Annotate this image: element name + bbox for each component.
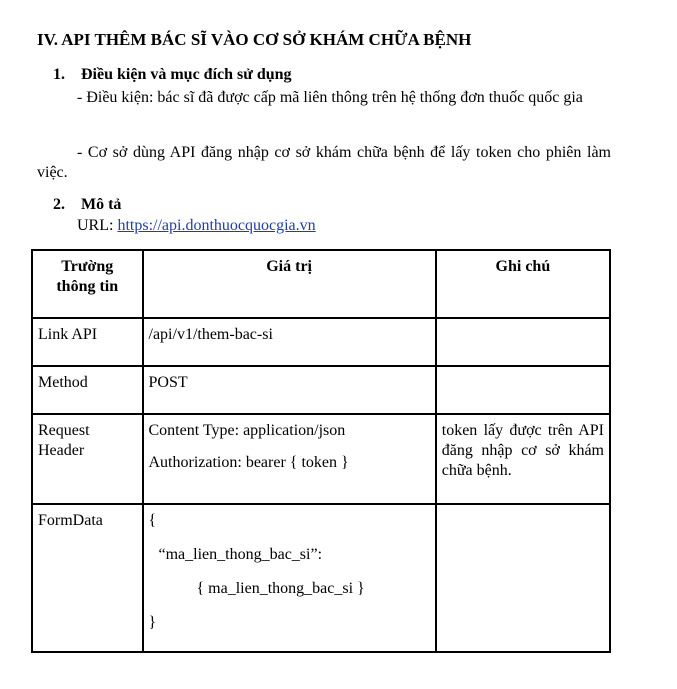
- subsection-1-number: 1.: [53, 66, 65, 83]
- spacer: [149, 565, 430, 579]
- cell-link-api-value: /api/v1/them-bac-si: [143, 318, 436, 366]
- purpose-paragraph: [37, 143, 611, 183]
- table-row-request-header: [32, 414, 610, 504]
- condition-text: - Điều kiện: bác sĩ đã được cấp mã liên thông trên hệ thống đơn thuốc quốc gia: [77, 89, 583, 106]
- cell-formdata-note: [436, 504, 610, 652]
- spacer: [149, 599, 430, 613]
- content-type-line: Content Type: application/json: [148, 422, 346, 439]
- url-line: [77, 217, 316, 235]
- formdata-close-brace: }: [148, 614, 157, 631]
- cell-request-header-field: [32, 414, 143, 504]
- cell-formdata-field: FormData: [32, 504, 143, 652]
- table-row-method: [32, 366, 610, 414]
- header-field-line1: Trường: [61, 258, 114, 275]
- subsection-1-title: Điều kiện và mục đích sử dụng: [81, 66, 292, 83]
- formdata-value: { ma_lien_thong_bac_si }: [196, 580, 365, 597]
- request-header-field-line2: Header: [38, 442, 85, 459]
- subsection-2-heading: [53, 196, 121, 214]
- table-header-row: [32, 250, 610, 318]
- header-value: Giá trị: [143, 250, 436, 318]
- header-field-line2: thông tin: [56, 278, 119, 295]
- cell-link-api-note: [436, 318, 610, 366]
- request-header-field-line1: Request: [38, 422, 90, 439]
- url-label: URL:: [77, 217, 118, 234]
- cell-request-header-value: [143, 414, 436, 504]
- api-url-link[interactable]: https://api.donthuocquocgia.vn: [117, 217, 316, 234]
- cell-link-api-field: Link API: [32, 318, 143, 366]
- spacer: [149, 531, 430, 545]
- authorization-line: Authorization: bearer { token }: [148, 454, 349, 471]
- cell-request-header-note: token lấy được trên API đăng nhập cơ sở khám chữa bệnh.: [436, 414, 610, 504]
- subsection-1-heading: [53, 66, 292, 84]
- header-note: Ghi chú: [436, 250, 610, 318]
- condition-paragraph: [37, 88, 611, 108]
- cell-method-value: POST: [143, 366, 436, 414]
- cell-formdata-value: [143, 504, 436, 652]
- cell-method-note: [436, 366, 610, 414]
- formdata-key: “ma_lien_thong_bac_si”:: [158, 546, 323, 563]
- subsection-2-title: Mô tả: [81, 196, 122, 213]
- section-title: IV. API THÊM BÁC SĨ VÀO CƠ SỞ KHÁM CHỮA BỆNH: [37, 30, 472, 49]
- subsection-2-number: 2.: [53, 196, 65, 213]
- cell-method-field: Method: [32, 366, 143, 414]
- table-row-formdata: [32, 504, 610, 652]
- table-row-link-api: [32, 318, 610, 366]
- spacer: [149, 441, 430, 453]
- header-field: [32, 250, 143, 318]
- purpose-text: - Cơ sở dùng API đăng nhập cơ sở khám chữa bệnh để lấy token cho phiên làm việc.: [37, 144, 611, 181]
- api-spec-table: [31, 249, 611, 653]
- formdata-open-brace: {: [148, 512, 157, 529]
